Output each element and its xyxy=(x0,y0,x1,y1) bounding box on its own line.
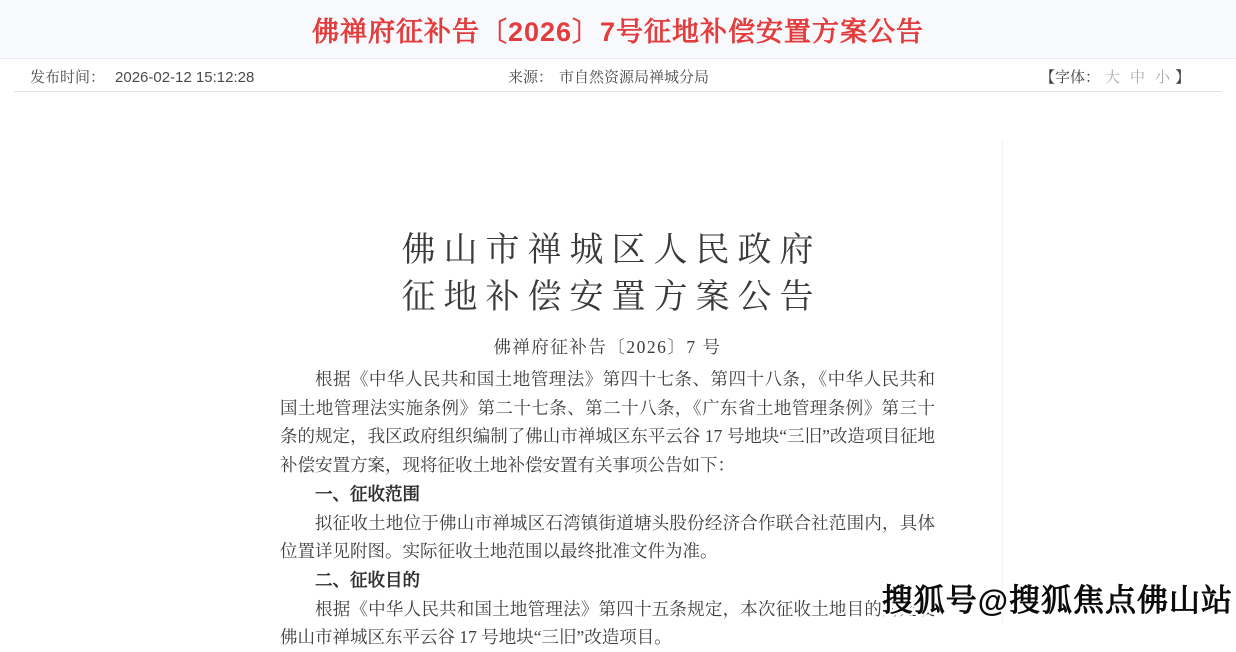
publish-time-value: 2026-02-12 15:12:28 xyxy=(115,69,255,86)
meta-bar xyxy=(0,59,1236,92)
font-size-medium[interactable]: 中 xyxy=(1130,69,1146,86)
source xyxy=(508,66,709,87)
document-title-line1: 佛山市禅城区人民政府 xyxy=(401,232,822,269)
document-body xyxy=(280,365,935,652)
font-size-switcher xyxy=(1040,66,1190,87)
source-label: 来源： xyxy=(508,69,554,86)
article-content-area xyxy=(0,93,1236,648)
publish-time xyxy=(30,66,254,87)
document-title-line2: 征地补偿安置方案公告 xyxy=(401,279,822,316)
font-switcher-close-bracket: 】 xyxy=(1175,69,1191,86)
paragraph-purpose: 根据《中华人民共和国土地管理法》第四十五条规定，本次征收土地目的为建设佛山市禅城区东平云谷 17 号地块“三旧”改造项目。 xyxy=(280,598,935,648)
paragraph-scope: 拟征收土地位于佛山市禅城区石湾镇街道塘头股份经济合作联合社范围内，具体位置详见附图。实际征收土地范围以最终批准文件为准。 xyxy=(280,512,935,562)
content-right-divider xyxy=(1002,140,1003,624)
section-heading-purpose: 二、征收目的 xyxy=(315,569,420,590)
sohu-watermark: 搜狐号@搜狐焦点佛山站 xyxy=(881,583,1233,618)
meta-bottom-divider xyxy=(14,91,1222,92)
page-title: 佛禅府征补告〔2026〕7号征地补偿安置方案公告 xyxy=(311,16,925,47)
font-switcher-open-bracket: 【字体： xyxy=(1040,69,1101,86)
section-heading-scope: 一、征收范围 xyxy=(315,483,420,504)
font-size-small[interactable]: 小 xyxy=(1155,69,1171,86)
article-title-band xyxy=(0,0,1236,59)
font-size-large[interactable]: 大 xyxy=(1105,69,1121,86)
document-number: 佛禅府征补告〔2026〕7 号 xyxy=(493,337,722,357)
publish-time-label: 发布时间： xyxy=(30,69,106,86)
source-value: 市自然资源局禅城分局 xyxy=(559,69,710,86)
paragraph-basis: 根据《中华人民共和国土地管理法》第四十七条、第四十八条，《中华人民共和国土地管理法实施条例》第二十七条、第二十八条，《广东省土地管理条例》第三十条的规定，我区政府组织编制了佛山市禅城区东平云谷 17 号地块“三旧”改造项目征地补偿安置方案，现将征收土地补偿安置有关事项公告如下： xyxy=(280,369,935,476)
official-document xyxy=(280,227,935,652)
